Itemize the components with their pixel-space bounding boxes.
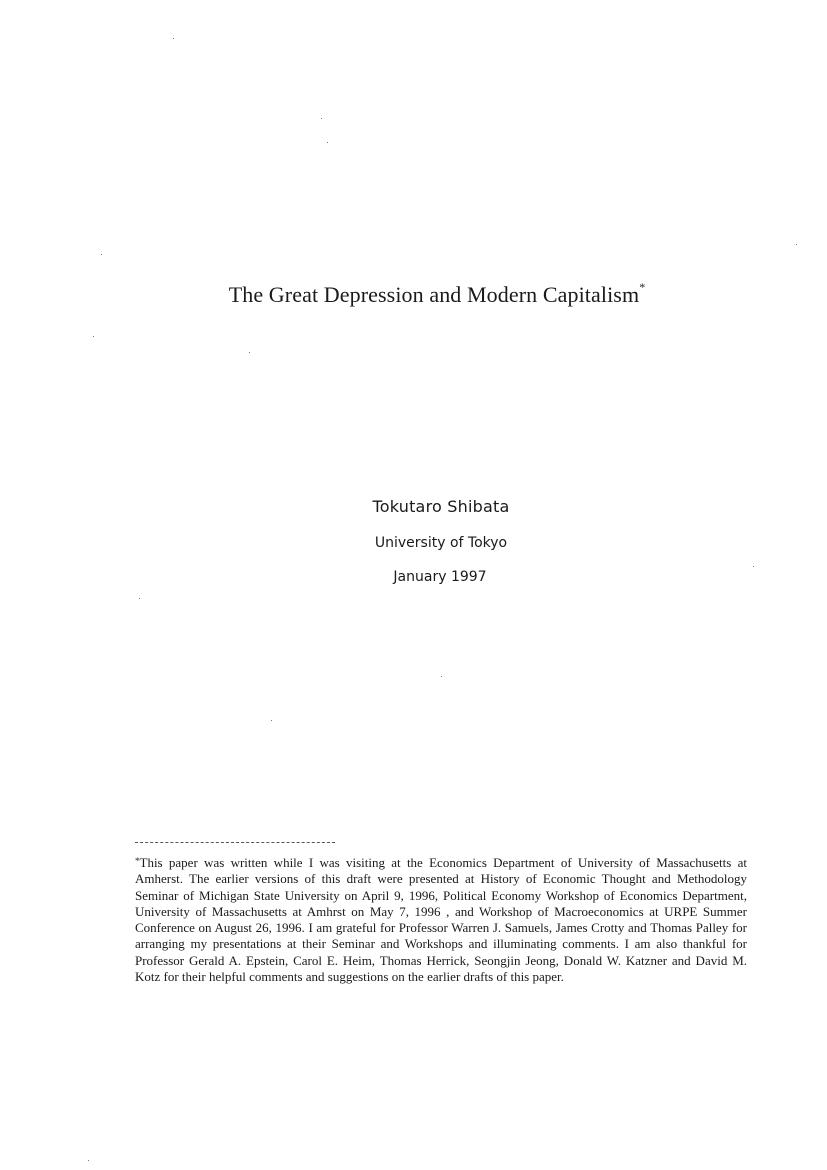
- title-footnote-mark: *: [639, 280, 646, 294]
- scan-speck: [249, 352, 250, 353]
- scan-speck: [101, 254, 102, 255]
- scan-speck: [321, 118, 322, 119]
- scan-speck: [88, 1160, 89, 1161]
- author-affiliation: University of Tokyo: [374, 535, 508, 551]
- scan-speck: [327, 142, 328, 143]
- paper-title: [0, 282, 827, 308]
- scan-speck: [796, 244, 797, 245]
- scan-speck: [93, 336, 94, 337]
- paper-title-text: The Great Depression and Modern Capitalism: [228, 282, 640, 307]
- publication-date: January 1997: [393, 569, 487, 585]
- footnote-separator: [135, 842, 335, 843]
- author-name: Tokutaro Shibata: [372, 497, 510, 516]
- scan-speck: [441, 676, 442, 677]
- footnote: [135, 855, 747, 985]
- footnote-text: This paper was written while I was visiting at the Economics Department of University of Massachusetts at Amherst. The earlier versions of this draft were presented at History of Economic Thought and Methodology Seminar of Michigan State University on April 9, 1996, Political Economy Workshop of Economics Department, University of Massachusetts at Amhrst on May 7, 1996 , and Workshop of Macroeconomics at URPE Summer Conference on August 26, 1996. I am grateful for Professor Warren J. Samuels, James Crotty and Thomas Palley for arranging my presentations at their Seminar and Workshops and illuminating comments. I am also thankful for Professor Gerald A. Epstein, Carol E. Heim, Thomas Herrick, Seongjin Jeong, Donald W. Katzner and David M. Kotz for their helpful comments and suggestions on the earlier drafts of this paper.: [135, 855, 747, 985]
- scan-speck: [139, 598, 140, 599]
- scan-speck: [753, 566, 754, 567]
- footnote-mark: *: [135, 856, 140, 866]
- scan-speck: [271, 720, 272, 721]
- scan-speck: [173, 38, 174, 39]
